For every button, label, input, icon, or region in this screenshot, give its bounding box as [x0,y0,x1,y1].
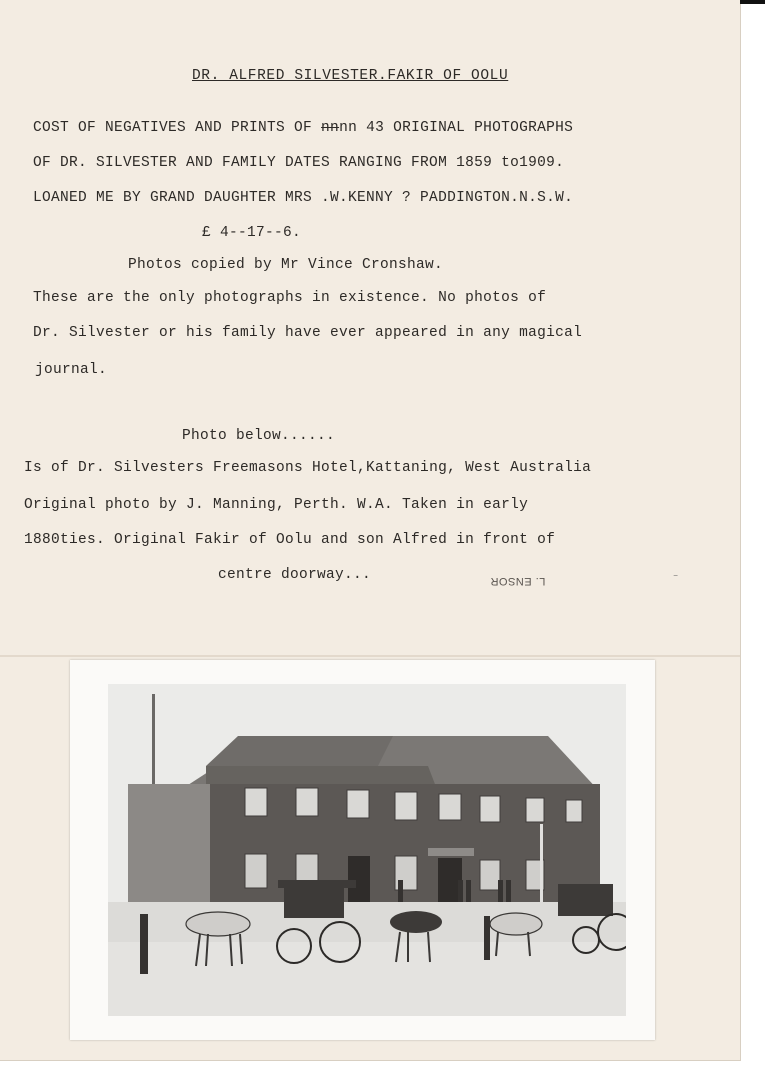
photo-mount [70,660,655,1040]
text-line: LOANED ME BY GRAND DAUGHTER MRS .W.KENNY ? PADDINGTON.N.S.W. [33,190,574,206]
page-crease [0,655,740,657]
text-line: These are the only photographs in existence. No photos of [33,290,547,306]
text-line: journal. [35,362,108,378]
cost-amount: £ 4--17--6. [202,225,302,241]
text-fragment: nn 43 ORIGINAL PHOTOGRAPHS [339,120,574,136]
document-title: DR. ALFRED SILVESTER.FAKIR OF OOLU [192,68,509,84]
struck-text: nn [321,120,340,136]
text-fragment: COST OF NEGATIVES AND PRINTS OF [33,120,322,136]
text-line: Dr. Silvester or his family have ever appeared in any magical [33,325,583,341]
scan-edge-bar [740,0,765,4]
ensor-stamp: L. ENSOR [490,575,546,587]
text-line: 1880ties. Original Fakir of Oolu and son Alfred in front of [24,532,556,548]
text-line [33,120,573,136]
text-line: Photos copied by Mr Vince Cronshaw. [128,257,444,273]
text-line: Original photo by J. Manning, Perth. W.A. Taken in early [24,497,529,513]
text-line: OF DR. SILVESTER AND FAMILY DATES RANGING FROM 1859 to1909. [33,155,565,171]
hotel-photograph-drawing [108,684,626,1016]
hotel-photograph [108,684,626,1016]
pencil-mark: ⁻ [672,571,680,585]
text-line: centre doorway... [218,567,372,583]
text-line: Is of Dr. Silvesters Freemasons Hotel,Kattaning, West Australia [24,460,592,476]
text-line: Photo below...... [182,428,336,444]
